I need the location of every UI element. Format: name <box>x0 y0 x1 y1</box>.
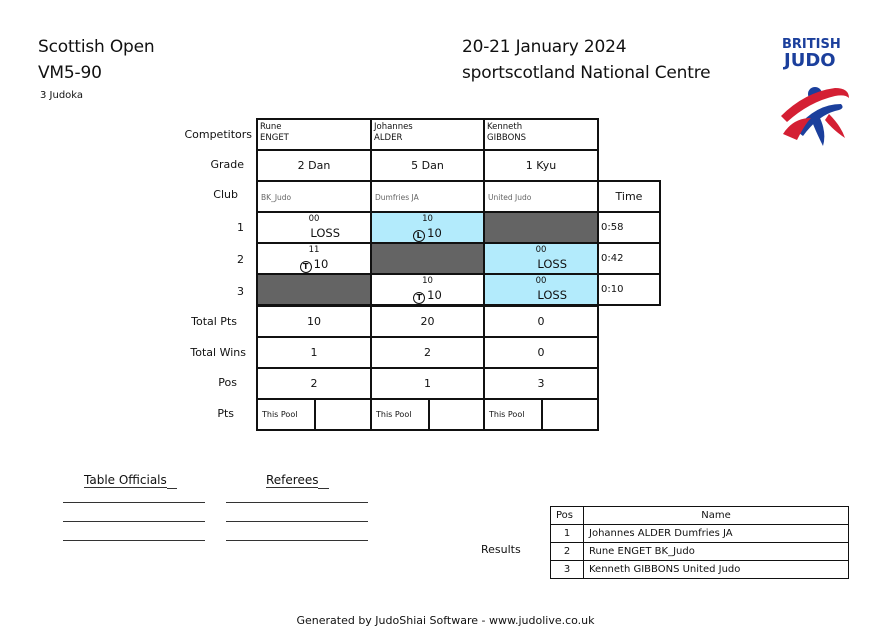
total-pts-2: 20 <box>370 305 485 338</box>
match-result-value: LOSS <box>310 226 340 240</box>
lock-letter-icon: L <box>413 230 425 242</box>
club-3: United Judo <box>488 193 532 202</box>
pool-1: This Pool <box>258 400 316 429</box>
logo-line-2: JUDO <box>784 50 836 71</box>
pts-3-cell <box>483 398 599 431</box>
results-row <box>551 561 849 579</box>
club-1-cell <box>256 180 372 213</box>
event-title: Scottish Open <box>38 37 155 57</box>
results-pos: 1 <box>551 525 584 543</box>
competitor-1-cell <box>256 118 372 151</box>
match-2-competitor-3-cell <box>483 242 599 275</box>
match-3-competitor-1-cell <box>256 273 372 306</box>
competitor-2-last: ALDER <box>374 133 403 143</box>
total-wins-2: 2 <box>370 336 485 369</box>
pos-2: 1 <box>370 367 485 400</box>
label-total-pts: Total Pts <box>191 315 237 328</box>
competitor-3-last: GIBBONS <box>487 133 527 143</box>
match-score: 11 <box>308 245 320 255</box>
match-score: 00 <box>535 245 547 255</box>
match-3-time: 0:10 <box>597 273 661 306</box>
competitor-1-last: ENGET <box>260 133 289 143</box>
match-score: 00 <box>308 214 320 224</box>
results-table <box>550 506 849 579</box>
match-1-competitor-3-cell <box>483 211 599 244</box>
competitor-3-first: Kenneth <box>487 122 523 132</box>
label-pos: Pos <box>218 376 237 389</box>
match-result <box>310 226 340 240</box>
total-pts-1: 10 <box>256 305 372 338</box>
logo-line-1: BRITISH <box>782 37 841 52</box>
judoka-figure-icon <box>775 74 855 149</box>
pos-3: 3 <box>483 367 599 400</box>
pool-2: This Pool <box>372 400 430 429</box>
match-3-competitor-2-cell <box>370 273 485 306</box>
total-pts-3: 0 <box>483 305 599 338</box>
results-header-row <box>551 507 849 525</box>
match-score: 10 <box>422 276 433 286</box>
match-score: 00 <box>535 276 547 286</box>
label-grade: Grade <box>210 158 244 171</box>
results-pos: 3 <box>551 561 584 579</box>
grade-2: 5 Dan <box>370 149 485 182</box>
competitor-2-first: Johannes <box>374 122 413 132</box>
judoka-count: 3 Judoka <box>40 90 84 101</box>
results-name: Kenneth GIBBONS United Judo <box>584 561 849 579</box>
referee-line-3 <box>226 540 368 541</box>
referee-line-1 <box>226 502 368 503</box>
results-header-name: Name <box>584 507 849 525</box>
competitor-2-cell <box>370 118 485 151</box>
match-3-competitor-3-cell <box>483 273 599 306</box>
club-1: BK_Judo <box>261 193 292 202</box>
label-pts: Pts <box>217 407 234 420</box>
match-score: 10 <box>422 214 433 224</box>
pos-1: 2 <box>256 367 372 400</box>
results-row <box>551 543 849 561</box>
pts-2-cell <box>370 398 485 431</box>
match-result-value: 10 <box>427 226 442 240</box>
match-result-value: 10 <box>427 288 442 302</box>
match-result-value: LOSS <box>537 288 567 302</box>
referee-line-2 <box>226 521 368 522</box>
event-venue: sportscotland National Centre <box>462 63 711 83</box>
label-club: Club <box>213 188 238 201</box>
table-officials-heading: Table Officials <box>84 469 177 488</box>
tokui-waza-icon: T <box>300 261 312 273</box>
results-name: Johannes ALDER Dumfries JA <box>584 525 849 543</box>
match-result <box>537 288 567 302</box>
match-result <box>372 226 483 242</box>
pool-3: This Pool <box>485 400 543 429</box>
time-header: Time <box>597 180 661 213</box>
category-title: VM5-90 <box>38 63 102 83</box>
label-competitors: Competitors <box>184 128 252 141</box>
referees-heading: Referees <box>266 469 329 488</box>
match-result <box>372 288 483 304</box>
results-label: Results <box>481 543 521 556</box>
match-1-time: 0:58 <box>597 211 661 244</box>
competitor-1-first: Rune <box>260 122 282 132</box>
label-match-1: 1 <box>237 221 244 234</box>
total-wins-1: 1 <box>256 336 372 369</box>
competitor-3-cell <box>483 118 599 151</box>
footer-text: Generated by JudoShiai Software - www.judolive.co.uk <box>296 614 595 627</box>
match-1-competitor-1-cell <box>256 211 372 244</box>
total-wins-3: 0 <box>483 336 599 369</box>
match-1-competitor-2-cell <box>370 211 485 244</box>
club-2-cell <box>370 180 485 213</box>
results-row <box>551 525 849 543</box>
grade-3: 1 Kyu <box>483 149 599 182</box>
official-line-3 <box>63 540 205 541</box>
club-2: Dumfries JA <box>375 193 419 202</box>
match-result-value: LOSS <box>537 257 567 271</box>
results-header-pos: Pos <box>551 507 584 525</box>
match-2-competitor-2-cell <box>370 242 485 275</box>
british-judo-logo <box>775 38 855 148</box>
match-2-time: 0:42 <box>597 242 661 275</box>
match-2-competitor-1-cell <box>256 242 372 275</box>
label-total-wins: Total Wins <box>190 346 246 359</box>
label-match-3: 3 <box>237 285 244 298</box>
match-result <box>537 257 567 271</box>
results-pos: 2 <box>551 543 584 561</box>
club-3-cell <box>483 180 599 213</box>
match-result-value: 10 <box>313 257 329 271</box>
official-line-1 <box>63 502 205 503</box>
results-name: Rune ENGET BK_Judo <box>584 543 849 561</box>
official-line-2 <box>63 521 205 522</box>
label-match-2: 2 <box>237 253 244 266</box>
pts-1-cell <box>256 398 372 431</box>
tokui-waza-icon: T <box>413 292 425 304</box>
match-result <box>258 257 370 273</box>
event-date: 20-21 January 2024 <box>462 37 627 57</box>
grade-1: 2 Dan <box>256 149 372 182</box>
